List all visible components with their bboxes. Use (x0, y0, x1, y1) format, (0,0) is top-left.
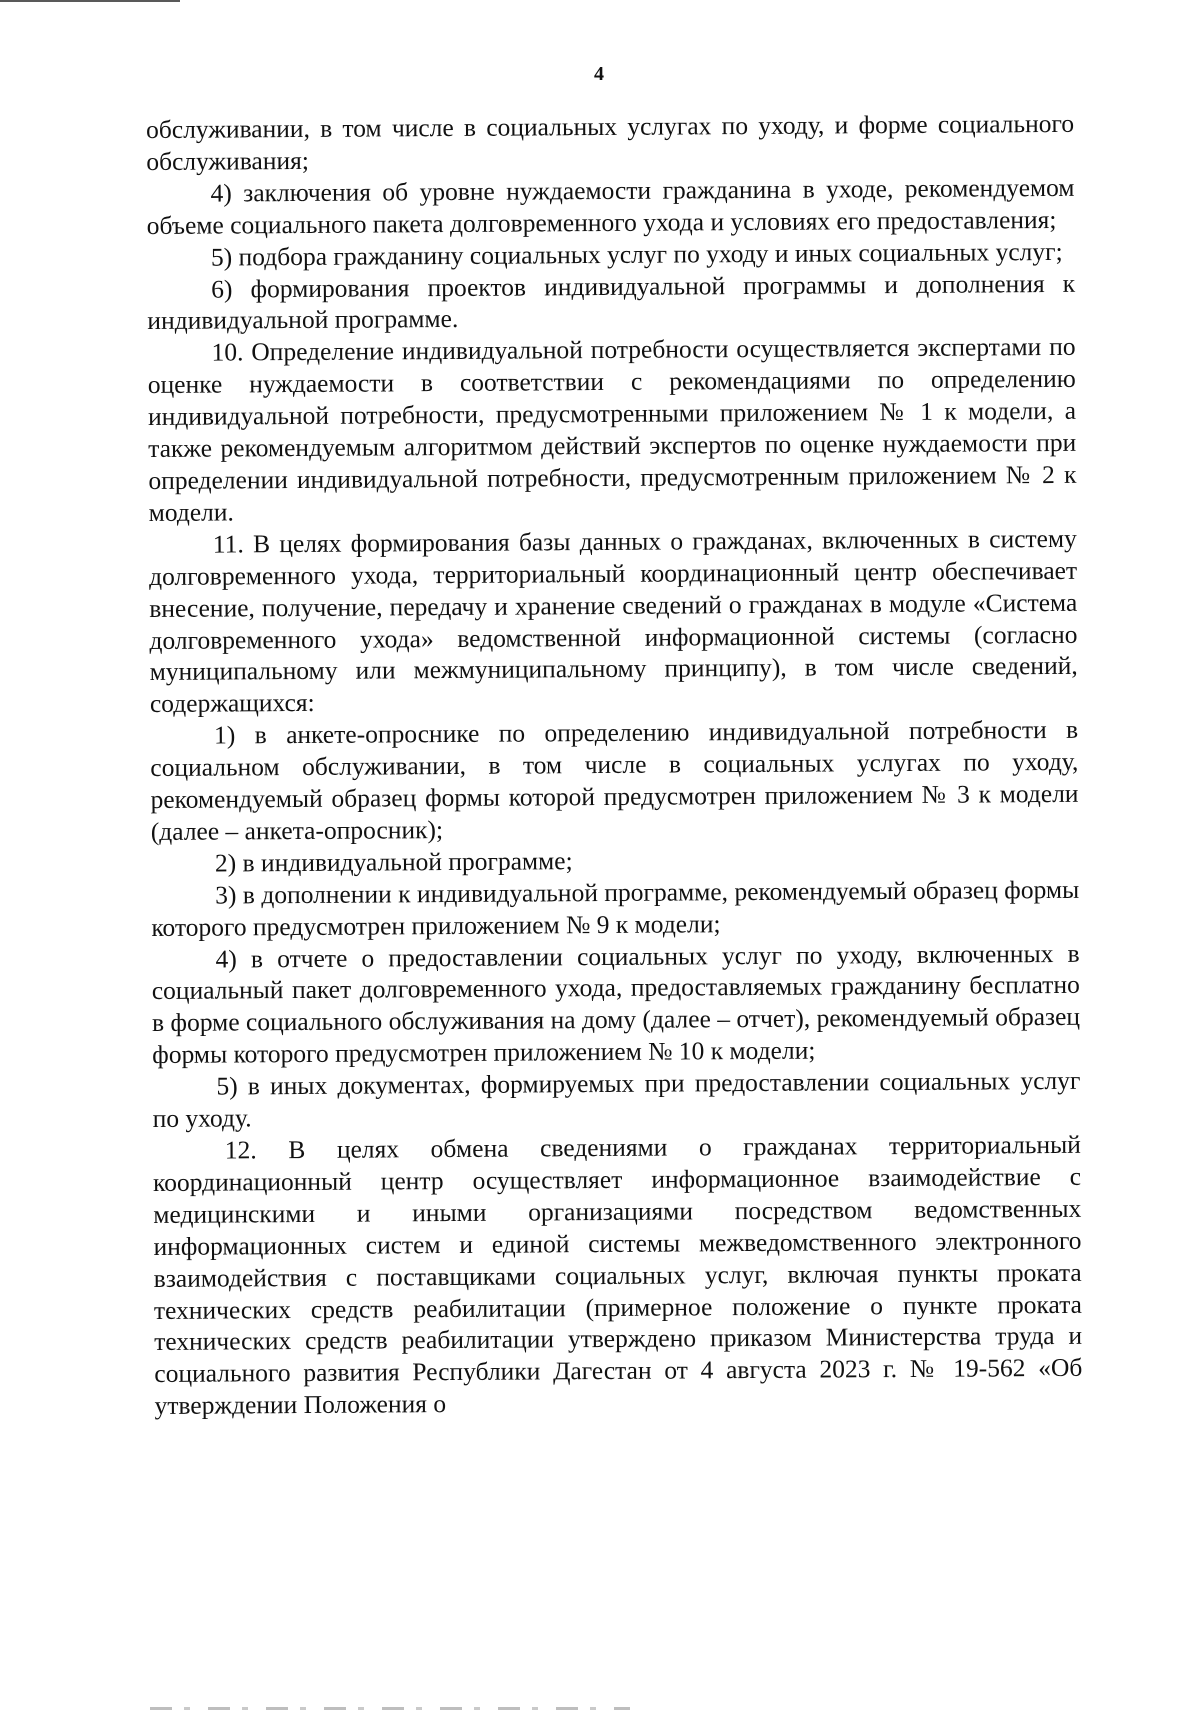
scan-edge-mark (0, 0, 180, 2)
sublist-item-3: 3) в дополнении к индивидуальной программе, рекомендуемый образец формы которого предусмотрен приложением № 9 к модели; (151, 874, 1080, 942)
document-body (146, 108, 1083, 1422)
list-item-5: 5) подбора гражданину социальных услуг по уходу и иных социальных услуг; (210, 236, 1063, 272)
list-item-4: 4) заключения об уровне нуждаемости гражданина в уходе, рекомендуемом объеме социального пакета долговременного ухода и условиях его предоставления; (146, 172, 1075, 240)
list-item-6: 6) формирования проектов индивидуальной программы и дополнения к индивидуальной программе. (147, 268, 1076, 336)
sublist-item-5: 5) в иных документах, формируемых при предоставлении социальных услуг по уходу. (152, 1066, 1081, 1134)
clause-12: 12. В целях обмена сведениями о гражданах территориальный координационный центр осуществляет информационное взаимодействие с медицинскими и иными организациями посредством ведомственных информационных систем и единой системы межведомственного электронного взаимодействия с поставщиками социальных услуг, включая пункты проката технических средств реабилитации (примерное положение о пункте проката технических средств реабилитации утверждено приказом Министерства труда и социального развития Республики Дагестан от 4 августа 2023 г. № 19-562 «Об утверждении Положения о (152, 1129, 1083, 1421)
sublist-item-1: 1) в анкете-опроснике по определению индивидуальной потребности в социальном обслуживании, в том числе в социальных услугах по уходу, рекомендуемый образец формы которой предусмотрен приложением № 3 к модели (далее – анкета-опросник); (150, 715, 1079, 846)
sublist-item-4: 4) в отчете о предоставлении социальных услуг по уходу, включенных в социальный пакет долговременного ухода, предоставляемых гражданину бесплатно в форме социального обслуживания на дому (далее – отчет), рекомендуемый образец формы которого предусмотрен приложением № 10 к модели; (151, 938, 1081, 1070)
scan-bottom-artifact (150, 1707, 630, 1710)
clause-11: 11. В целях формирования базы данных о гражданах, включенных в систему долговременного ухода, территориальный координационный центр обеспечивает внесение, получение, передачу и хранение сведений о гражданах в модуле «Система долговременного ухода» ведомственной информационной системы (согласно муниципальному или межмуниципальному принципу), в том числе сведений, содержащихся: (148, 523, 1078, 719)
clause-10: 10. Определение индивидуальной потребности осуществляется экспертами по оценке нуждаемости в соответствии с рекомендациями по определению индивидуальной потребности, предусмотренными приложением № 1 к модели, а также рекомендуемым алгоритмом действий экспертов по оценке нуждаемости при определении индивидуальной потребности, предусмотренным приложением № 2 к модели. (147, 332, 1077, 527)
paragraph-continuation: обслуживании, в том числе в социальных услугах по уходу, и форме социального обслуживания; (146, 108, 1075, 176)
page-number: 4 (594, 63, 604, 85)
sublist-item-2: 2) в индивидуальной программе; (214, 846, 573, 878)
